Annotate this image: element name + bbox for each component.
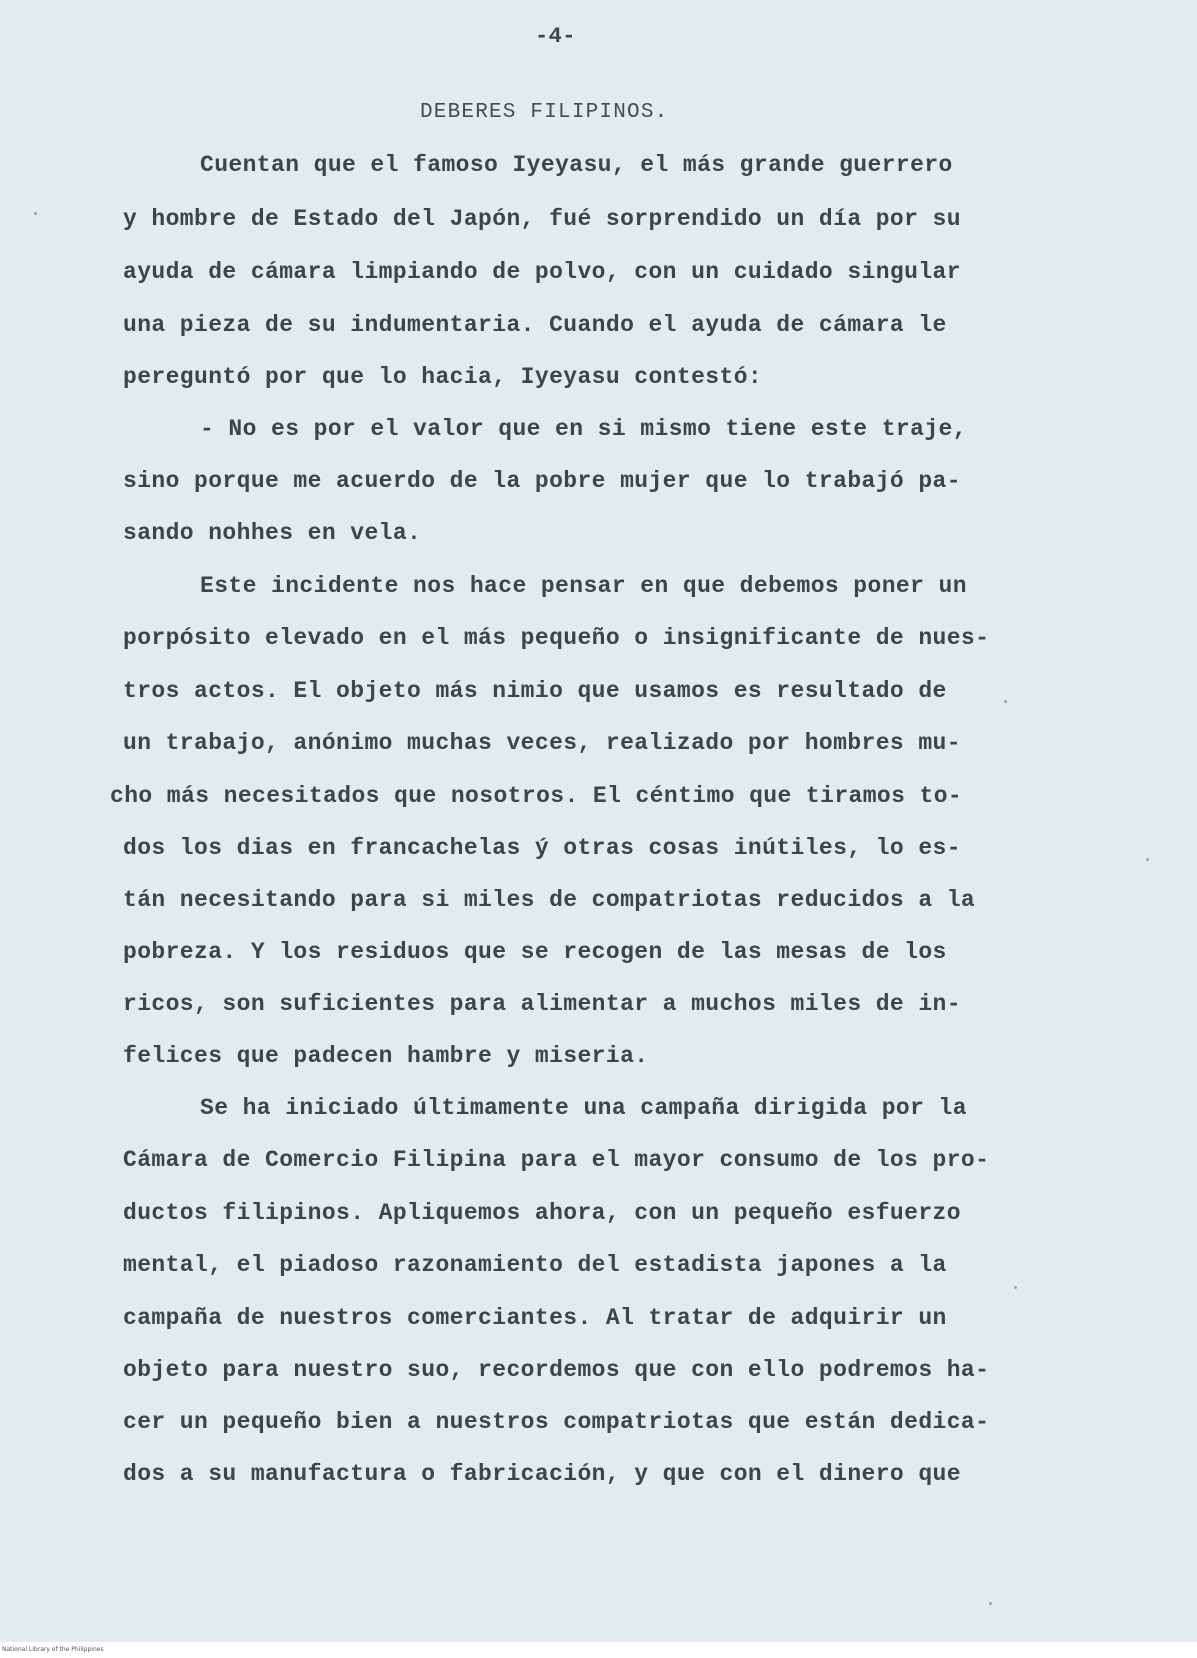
text-line: sino porque me acuerdo de la pobre mujer que lo trabajó pa- (123, 468, 961, 494)
text-line: cho más necesitados que nosotros. El céntimo que tiramos to- (110, 783, 963, 809)
library-credit: National Library of the Philippines (2, 1646, 104, 1653)
page-number: -4- (535, 24, 576, 49)
dust-speck (989, 1602, 992, 1605)
text-line: pobreza. Y los residuos que se recogen de las mesas de los (123, 939, 947, 965)
text-line: dos los dias en francachelas ý otras cosas inútiles, lo es- (123, 835, 961, 861)
dust-speck (1146, 858, 1149, 861)
text-line: y hombre de Estado del Japón, fué sorprendido un día por su (123, 206, 961, 232)
text-line: campaña de nuestros comerciantes. Al tratar de adquirir un (123, 1305, 947, 1331)
text-line: ayuda de cámara limpiando de polvo, con un cuidado singular (123, 259, 961, 285)
document-title: DEBERES FILIPINOS. (420, 101, 669, 124)
text-line: Se ha iniciado últimamente una campaña dirigida por la (200, 1095, 967, 1121)
text-line: - No es por el valor que en si mismo tiene este traje, (200, 416, 967, 442)
text-line: un trabajo, anónimo muchas veces, realizado por hombres mu- (123, 730, 961, 756)
text-line: ductos filipinos. Apliquemos ahora, con un pequeño esfuerzo (123, 1200, 961, 1226)
text-line: tros actos. El objeto más nimio que usamos es resultado de (123, 678, 947, 704)
text-line: Cuentan que el famoso Iyeyasu, el más grande guerrero (200, 152, 953, 178)
dust-speck (1004, 700, 1007, 703)
text-line: dos a su manufactura o fabricación, y que con el dinero que (123, 1461, 961, 1487)
text-line: ricos, son suficientes para alimentar a muchos miles de in- (123, 991, 961, 1017)
text-line: felices que padecen hambre y miseria. (123, 1043, 649, 1069)
text-line: una pieza de su indumentaria. Cuando el ayuda de cámara le (123, 312, 947, 338)
text-line: Cámara de Comercio Filipina para el mayor consumo de los pro- (123, 1147, 990, 1173)
text-line: objeto para nuestro suo, recordemos que con ello podremos ha- (123, 1357, 990, 1383)
text-line: sando nohhes en vela. (123, 520, 422, 546)
text-line: tán necesitando para si miles de compatriotas reducidos a la (123, 887, 976, 913)
text-line: porpósito elevado en el más pequeño o insignificante de nues- (123, 625, 990, 651)
dust-speck (1014, 1286, 1017, 1289)
text-line: pereguntó por que lo hacia, Iyeyasu contestó: (123, 364, 763, 390)
dust-speck (34, 212, 37, 215)
text-line: cer un pequeño bien a nuestros compatriotas que están dedica- (123, 1409, 990, 1435)
text-line: Este incidente nos hace pensar en que debemos poner un (200, 573, 967, 599)
text-line: mental, el piadoso razonamiento del estadista japones a la (123, 1252, 947, 1278)
